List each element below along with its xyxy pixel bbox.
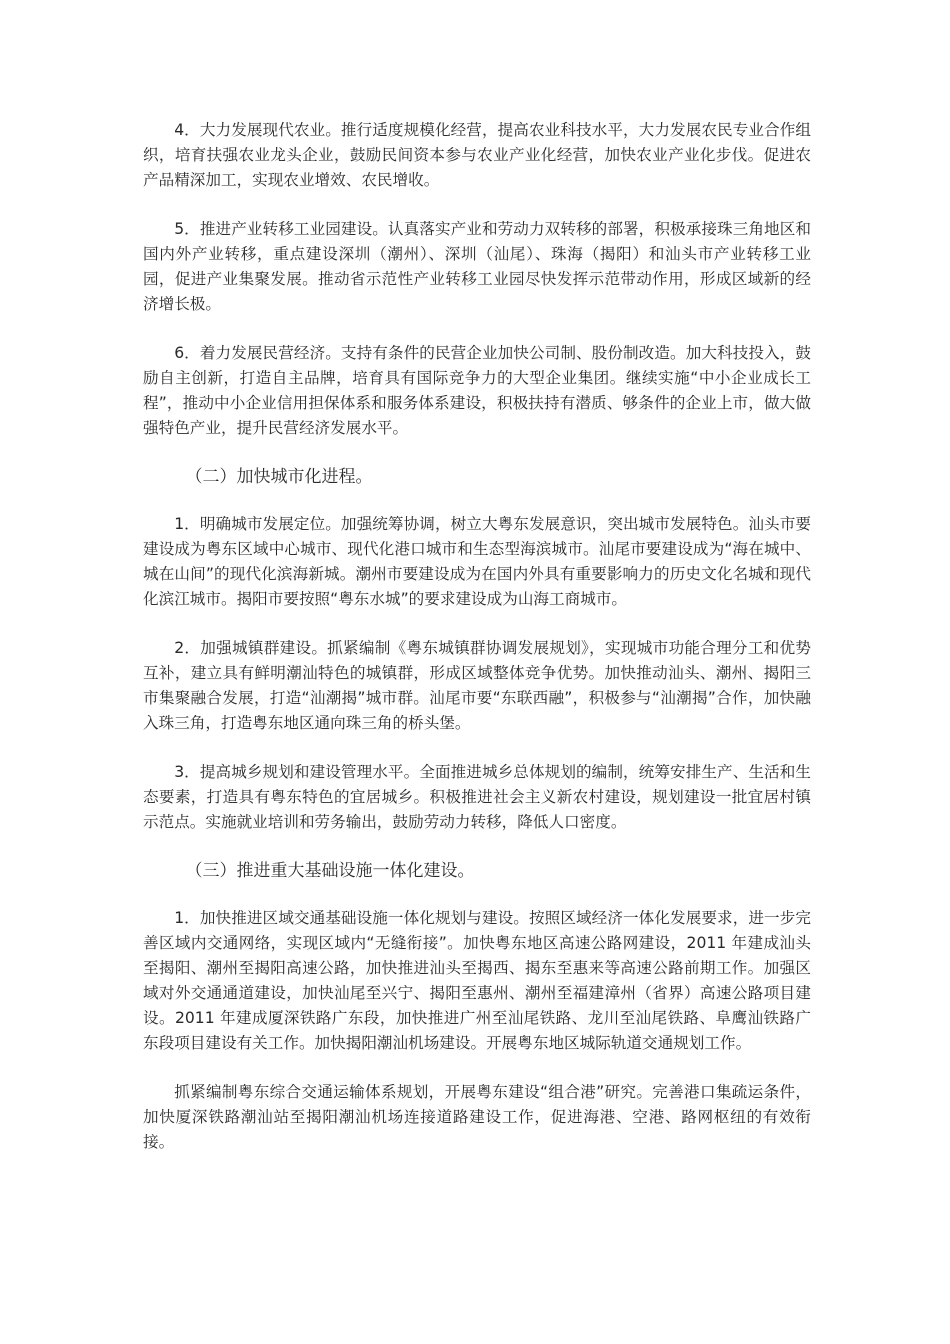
paragraph-private-economy: 6．着力发展民营经济。支持有条件的民营企业加快公司制、股份制改造。加大科技投入，鼓励自主创新，打造自主品牌，培育具有国际竞争力的大型企业集团。继续实施“中小企业成长工程”，推动中小企业信用担保体系和服务体系建设，积极扶持有潜质、够条件的企业上市，做大做强特色产业，提升民营经济发展水平。 (143, 344, 811, 437)
paragraph-combined-port: 抓紧编制粤东综合交通运输体系规划，开展粤东建设“组合港”研究。完善港口集疏运条件，加快厦深铁路潮汕站至揭阳潮汕机场连接道路建设工作，促进海港、空港、路网枢纽的有效衔接。 (143, 1083, 811, 1151)
section-heading-urbanization: （二）加快城市化进程。 (185, 467, 373, 487)
paragraph-planning-management: 3．提高城乡规划和建设管理水平。全面推进城乡总体规划的编制，统筹安排生产、生活和生态要素，打造具有粤东特色的宜居城乡。积极推进社会主义新农村建设，规划建设一批宜居村镇示范点。实施就业培训和劳务输出，鼓励劳动力转移，降低人口密度。 (143, 763, 811, 831)
paragraph-industrial-park: 5．推进产业转移工业园建设。认真落实产业和劳动力双转移的部署，积极承接珠三角地区和国内外产业转移，重点建设深圳（潮州）、深圳（汕尾）、珠海（揭阳）和汕头市产业转移工业园，促进产业集聚发展。推动省示范性产业转移工业园尽快发挥示范带动作用，形成区域新的经济增长极。 (143, 220, 811, 313)
document-body (143, 118, 811, 1179)
paragraph-city-positioning: 1．明确城市发展定位。加强统筹协调，树立大粤东发展意识，突出城市发展特色。汕头市要建设成为粤东区域中心城市、现代化港口城市和生态型海滨城市。汕尾市要建设成为“海在城中、城在山间”的现代化滨海新城。潮州市要建设成为在国内外具有重要影响力的历史文化名城和现代化滨江城市。揭阳市要按照“粤东水城”的要求建设成为山海工商城市。 (143, 515, 811, 608)
paragraph-transport-network: 1．加快推进区域交通基础设施一体化规划与建设。按照区域经济一体化发展要求，进一步完善区域内交通网络，实现区域内“无缝衔接”。加快粤东地区高速公路网建设，2011 年建成汕头至揭阳、潮州至揭阳高速公路，加快推进汕头至揭西、揭东至惠来等高速公路前期工作。加强区域对外交通通道建设，加快汕尾至兴宁、揭阳至惠州、潮州至福建漳州（省界）高速公路项目建设。2011 年建成厦深铁路广东段，加快推进广州至汕尾铁路、龙川至汕尾铁路、阜鹰汕铁路广东段项目建设有关工作。加快揭阳潮汕机场建设。开展粤东地区城际轨道交通规划工作。 (143, 909, 811, 1052)
section-heading-infrastructure: （三）推进重大基础设施一体化建设。 (185, 861, 475, 881)
paragraph-town-cluster: 2．加强城镇群建设。抓紧编制《粤东城镇群协调发展规划》，实现城市功能合理分工和优势互补，建立具有鲜明潮汕特色的城镇群，形成区域整体竞争优势。加快推动汕头、潮州、揭阳三市集聚融合发展，打造“汕潮揭”城市群。汕尾市要“东联西融”，积极参与“汕潮揭”合作，加快融入珠三角，打造粤东地区通向珠三角的桥头堡。 (143, 639, 811, 732)
paragraph-agriculture: 4．大力发展现代农业。推行适度规模化经营，提高农业科技水平，大力发展农民专业合作组织，培育扶强农业龙头企业，鼓励民间资本参与农业产业化经营，加快农业产业化步伐。促进农产品精深加工，实现农业增效、农民增收。 (143, 121, 811, 189)
